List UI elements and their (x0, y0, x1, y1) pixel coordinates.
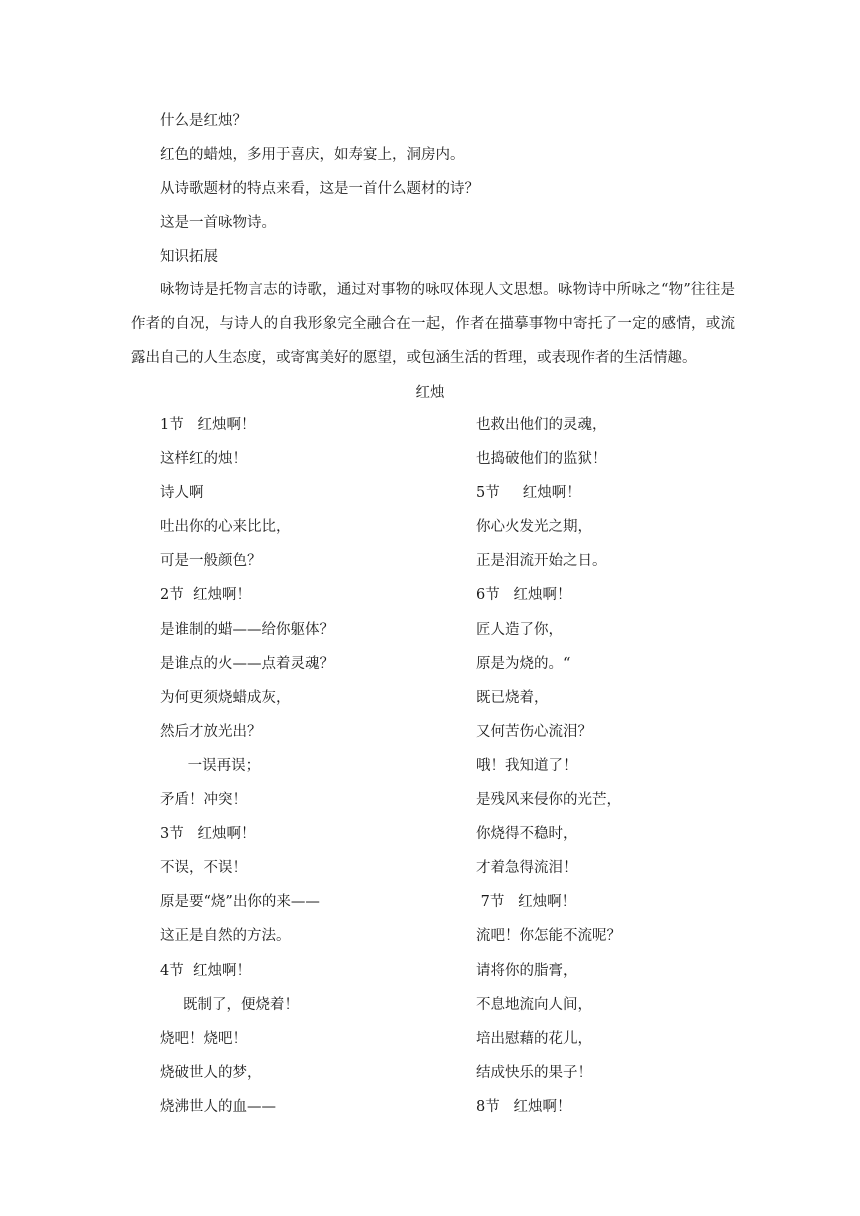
poem-line: 8节 红烛啊！ (476, 1098, 572, 1115)
poem-line: 流吧！你怎能不流呢？ (476, 928, 621, 945)
poem-line: 6节 红烛啊！ (476, 587, 572, 604)
poem-line: 你心火发光之期， (476, 519, 592, 536)
poem-line: 烧吧！烧吧！ (160, 1030, 247, 1047)
poem-line: 不误，不误！ (160, 860, 247, 877)
poem-line: 一误再误； (160, 757, 261, 774)
poem-line: 也救出他们的灵魂， (476, 417, 607, 433)
knowledge-paragraph: 咏物诗是托物言志的诗歌，通过对事物的咏叹体现人文思想。咏物诗中所咏之“物”往往是作者的自况，与诗人的自我形象完全融合在一起，作者在描摹事物中寄托了一定的感情，或流露出自己的人生态度，或寄寓美好的愿望，或包涵生活的哲理，或表现作者的生活情趣。 (131, 282, 735, 366)
poem-line: 这样红的烛！ (160, 451, 247, 468)
poem-right-column (476, 415, 621, 1131)
poem-line: 矛盾！冲突！ (160, 792, 247, 809)
poem-line: 2节 红烛啊！ (160, 587, 251, 604)
poem-line: 3节 红烛啊！ (160, 826, 256, 843)
poem-line: 也捣破他们的监狱！ (476, 451, 607, 468)
intro-question-1: 什么是红烛？ (160, 113, 247, 129)
poem-line: 这正是自然的方法。 (160, 928, 291, 945)
poem-title: 红烛 (415, 385, 445, 401)
poem-line: 5节 红烛啊！ (476, 485, 581, 502)
poem-line: 7节 红烛啊！ (476, 894, 577, 911)
poem-left-column (160, 415, 334, 1131)
poem-line: 既已烧着， (476, 689, 549, 706)
poem-line: 你烧得不稳时， (476, 826, 578, 843)
poem-line: 可是一般颜色？ (160, 553, 262, 570)
poem-line: 既制了，便烧着！ (160, 996, 300, 1013)
poem-line: 培出慰藉的花儿， (476, 1030, 592, 1047)
poem-line: 原是要“烧”出你的来—— (160, 894, 320, 911)
poem-line: 是谁点的火——点着灵魂？ (160, 655, 334, 672)
poem-line: 诗人啊 (160, 485, 204, 502)
poem-line: 原是为烧的。“ (476, 655, 571, 672)
intro-question-2: 从诗歌题材的特点来看，这是一首什么题材的诗？ (160, 181, 479, 197)
poem-line: 不息地流向人间， (476, 996, 592, 1013)
poem-line: 结成快乐的果子！ (476, 1064, 592, 1081)
poem-line: 是残风来侵你的光芒， (476, 792, 621, 809)
section-heading-knowledge: 知识拓展 (160, 249, 218, 265)
intro-answer-2: 这是一首咏物诗。 (160, 215, 276, 231)
poem-line: 才着急得流泪！ (476, 860, 578, 877)
poem-line: 又何苦伤心流泪？ (476, 723, 592, 740)
poem-line: 哦！我知道了！ (476, 757, 578, 774)
poem-line: 是谁制的蜡——给你躯体？ (160, 621, 334, 638)
poem-line: 匠人造了你， (476, 621, 563, 638)
poem-line: 1节 红烛啊！ (160, 417, 256, 433)
poem-line: 吐出你的心来比比， (160, 519, 291, 536)
poem-line: 烧破世人的梦， (160, 1064, 262, 1081)
poem-line: 然后才放光出？ (160, 723, 262, 740)
intro-answer-1: 红色的蜡烛，多用于喜庆，如寿宴上，洞房内。 (160, 147, 465, 163)
poem-line: 烧沸世人的血—— (160, 1098, 276, 1115)
poem-line: 请将你的脂膏， (476, 962, 578, 979)
poem-line: 4节 红烛啊！ (160, 962, 251, 979)
poem-line: 正是泪流开始之日。 (476, 553, 607, 570)
poem-line: 为何更须烧蜡成灰， (160, 689, 291, 706)
